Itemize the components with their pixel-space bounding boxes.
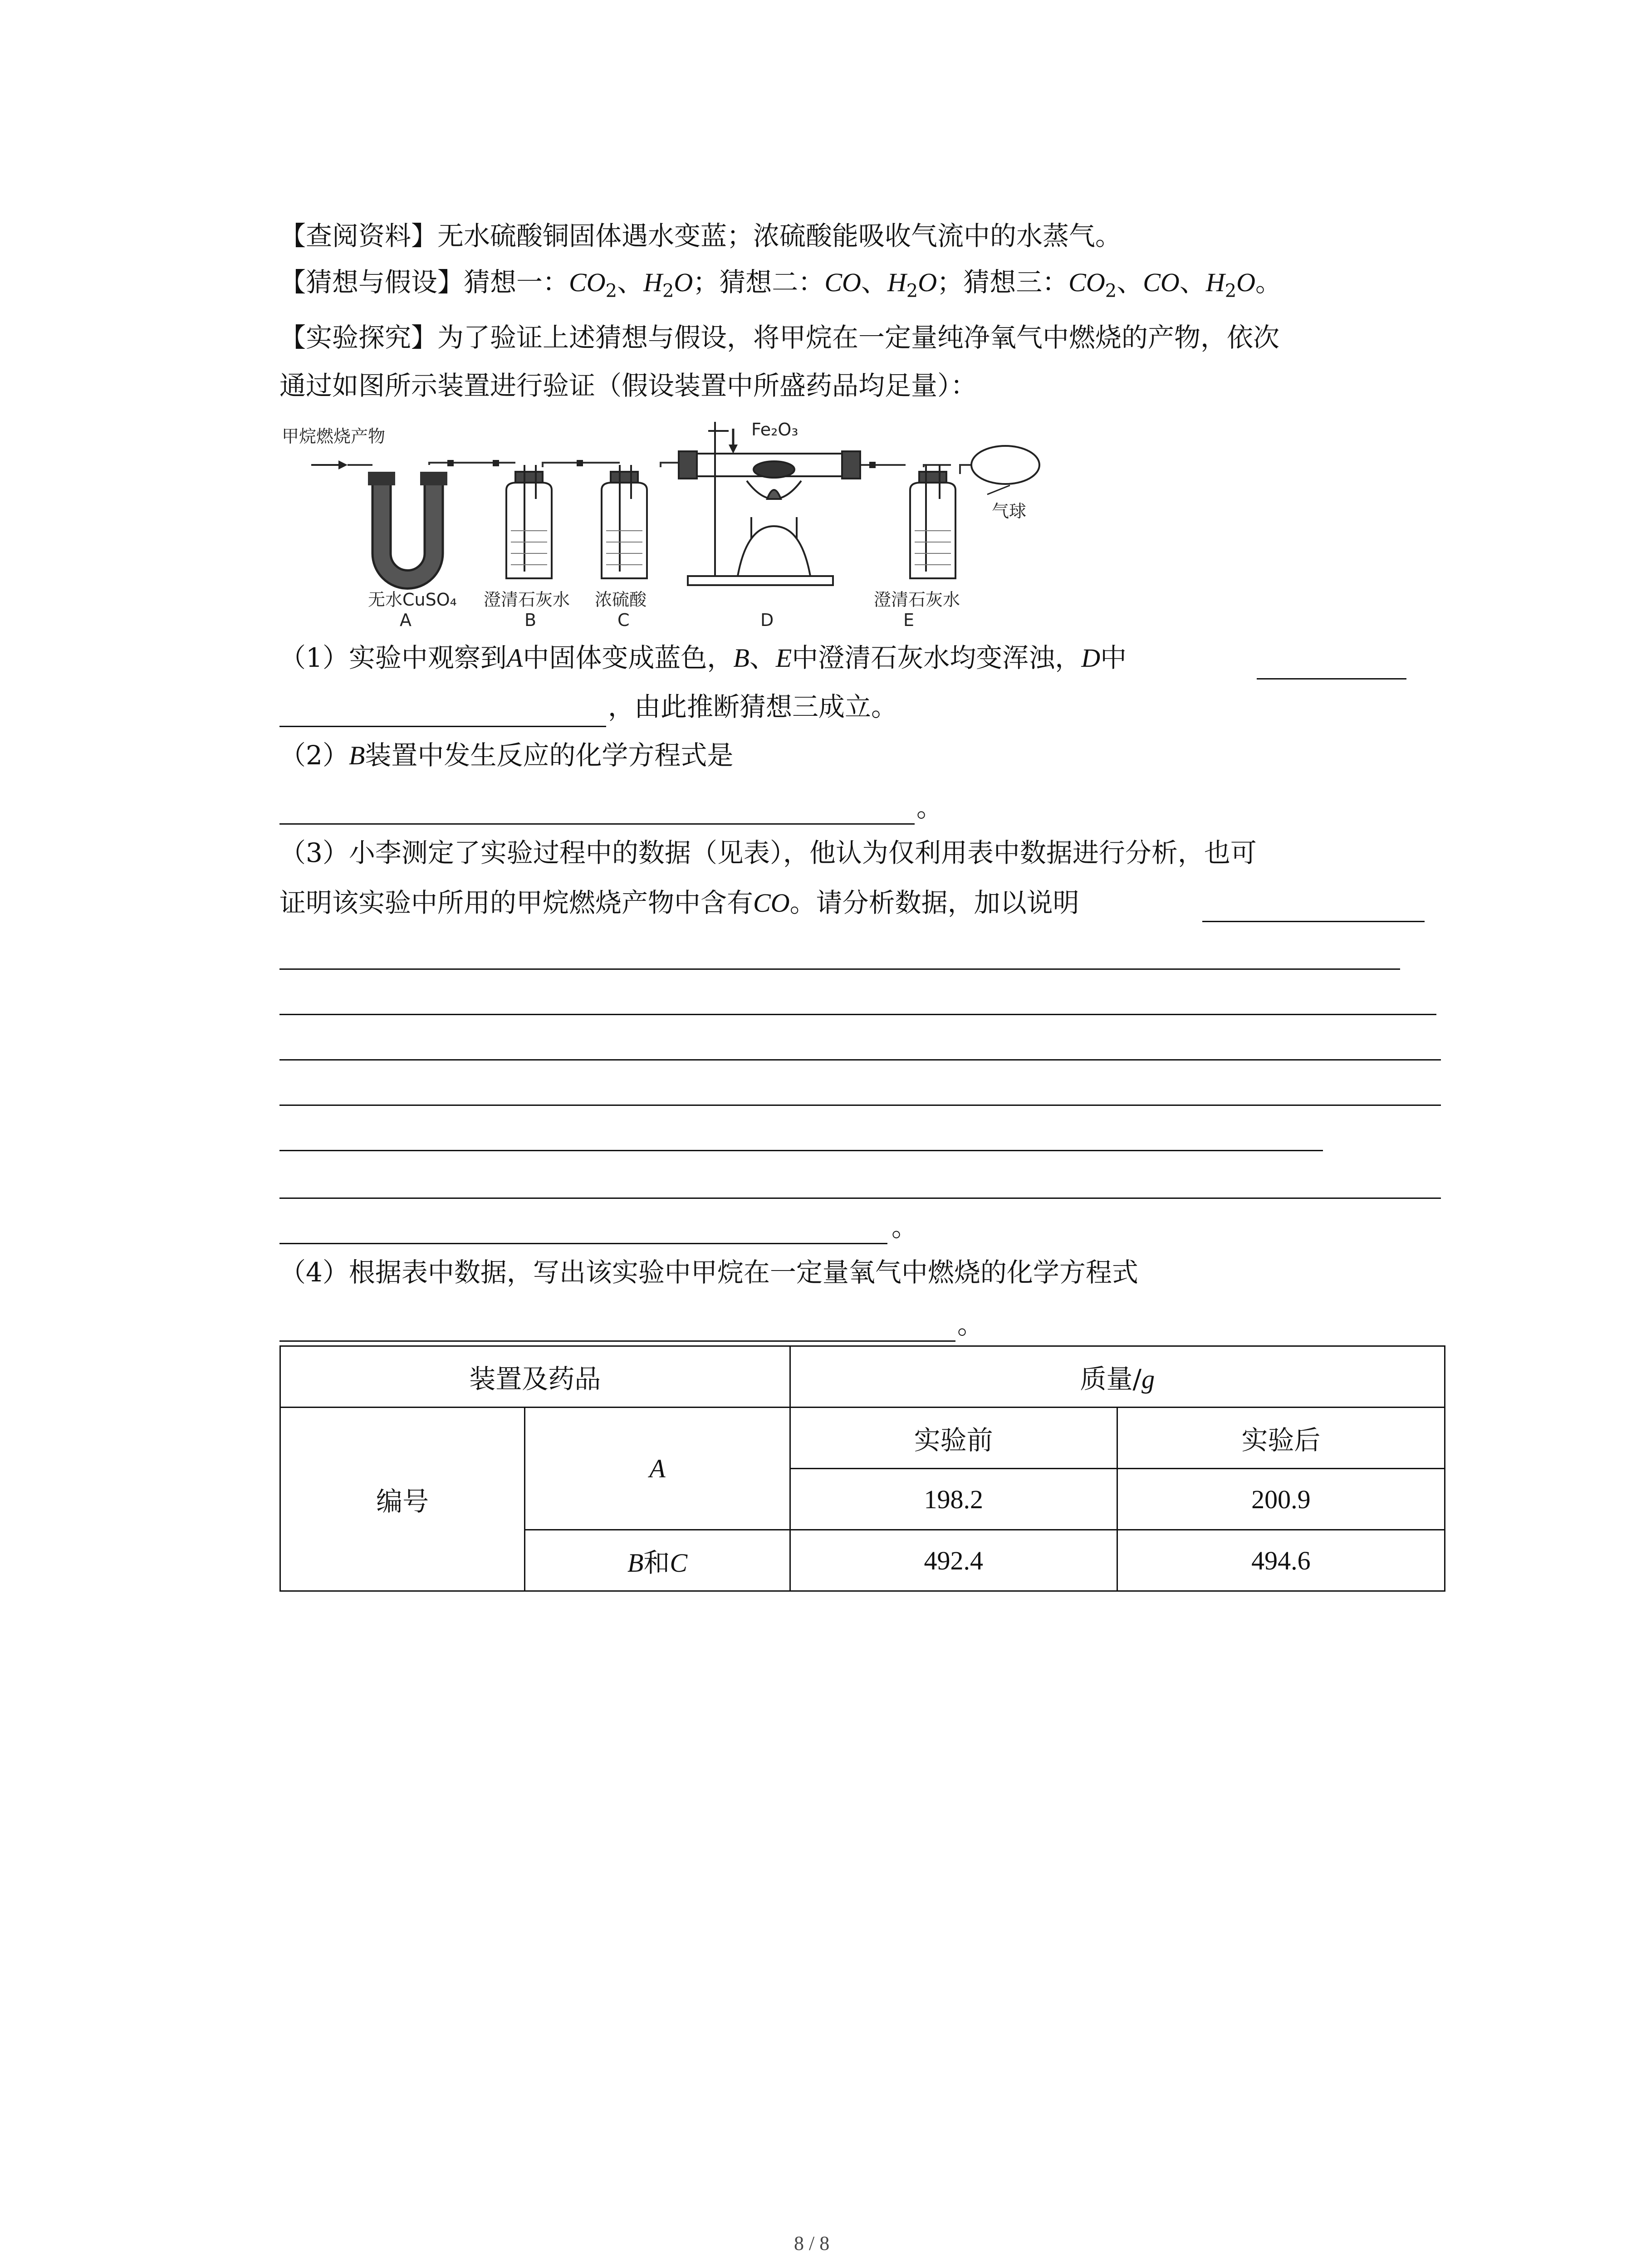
q1-text: 中澄清石灰水均变浑浊， xyxy=(792,642,1082,673)
separator: 、 xyxy=(1117,267,1143,298)
letter-c: C xyxy=(617,610,630,630)
period: 。 xyxy=(1255,267,1282,298)
q1-text: 中固体变成蓝色， xyxy=(523,642,734,673)
row2-before: 492.4 xyxy=(790,1530,1117,1591)
hypothesis-three-label: ；猜想三： xyxy=(937,267,1069,298)
hypothesis-heading: 【猜想与假设】猜想一： xyxy=(279,267,569,298)
q1-separator: 、 xyxy=(749,642,776,673)
formula-o: O xyxy=(674,268,693,297)
q3-answer-blank-8[interactable] xyxy=(279,1243,887,1244)
bottle-b xyxy=(506,465,552,578)
bottle-e xyxy=(910,465,955,578)
input-label: 甲烷燃烧产物 xyxy=(282,426,386,446)
letter-d: D xyxy=(760,610,774,630)
q3-answer-blank-3[interactable] xyxy=(279,1014,1436,1015)
q3-end: 。 xyxy=(892,1212,918,1242)
separator: 、 xyxy=(861,267,887,298)
experiment-line-2 xyxy=(279,367,977,404)
experiment-text-2: 通过如图所示装置进行验证（假设装置中所盛药品均足量）： xyxy=(279,370,977,401)
question-3-line-1 xyxy=(279,835,1257,871)
separator: 、 xyxy=(1179,267,1206,298)
letter-e: E xyxy=(903,610,915,630)
q2-text: 装置中发生反应的化学方程式是 xyxy=(365,740,734,771)
q3-answer-blank-4[interactable] xyxy=(279,1059,1441,1061)
bottle-c xyxy=(602,465,647,578)
table-row xyxy=(280,1408,1445,1469)
data-table xyxy=(279,1345,1445,1592)
q1-var-e: E xyxy=(775,643,792,673)
formula-o: O xyxy=(1236,268,1256,297)
q2-var-b: B xyxy=(348,741,365,770)
reference-info-line xyxy=(279,218,1122,254)
formula-o: O xyxy=(918,268,937,297)
question-1-line-2 xyxy=(608,689,897,725)
q3-answer-blank-5[interactable] xyxy=(279,1105,1441,1106)
q3-formula-co: CO xyxy=(753,888,790,918)
table-row xyxy=(280,1346,1445,1408)
balloon-icon xyxy=(971,446,1039,494)
q3-answer-blank-6[interactable] xyxy=(279,1150,1323,1151)
pointer-arrow-icon xyxy=(729,429,738,454)
experiment-text-1: 【实验探究】为了验证上述猜想与假设，将甲烷在一定量纯净氧气中燃烧的产物，依次 xyxy=(279,322,1280,353)
col-after: 实验后 xyxy=(1117,1408,1445,1469)
apparatus-diagram xyxy=(279,422,1078,635)
label-b: 澄清石灰水 xyxy=(484,590,570,610)
subscript-2: 2 xyxy=(906,280,918,302)
q1-answer-blank-1[interactable] xyxy=(1257,678,1406,679)
q3-answer-blank-7[interactable] xyxy=(279,1198,1441,1199)
q1-answer-blank-2[interactable] xyxy=(279,726,606,727)
q4-answer-blank[interactable] xyxy=(279,1340,955,1342)
q1-var-b: B xyxy=(733,643,749,673)
subscript-2: 2 xyxy=(1105,280,1117,302)
question-4-line xyxy=(279,1254,1138,1290)
q4-text: （4）根据表中数据，写出该实验中甲烷在一定量氧气中燃烧的化学方程式 xyxy=(279,1257,1138,1288)
hypothesis-two-label: ；猜想二： xyxy=(693,267,825,298)
formula-co: CO xyxy=(824,268,861,297)
q1-var-a: A xyxy=(506,643,523,673)
experiment-line-1 xyxy=(279,319,1279,356)
formula-h: H xyxy=(1205,268,1225,297)
question-3-line-2 xyxy=(279,885,1079,921)
question-2-line xyxy=(279,737,733,774)
subscript-2: 2 xyxy=(662,280,674,302)
q1-var-d: D xyxy=(1081,643,1101,673)
formula-co: CO xyxy=(569,268,606,297)
subscript-2: 2 xyxy=(1225,280,1237,302)
letter-a: A xyxy=(400,610,411,630)
formula-co: CO xyxy=(1143,268,1180,297)
q4-end: 。 xyxy=(957,1309,984,1340)
q2-number: （2） xyxy=(279,740,349,771)
label-c: 浓硫酸 xyxy=(595,590,647,610)
q3-text-3: 。请分析数据，加以说明 xyxy=(789,887,1079,918)
q3-answer-blank-2[interactable] xyxy=(279,968,1400,970)
row1-after: 200.9 xyxy=(1117,1469,1445,1530)
balloon-label: 气球 xyxy=(992,501,1027,521)
separator: 、 xyxy=(617,267,644,298)
formula-h: H xyxy=(887,268,906,297)
label-e: 澄清石灰水 xyxy=(874,590,960,610)
formula-h: H xyxy=(643,268,662,297)
header-mass-unit: g xyxy=(1141,1364,1155,1394)
row2-name xyxy=(525,1530,790,1591)
header-mass-label: 质量/ xyxy=(1080,1364,1142,1394)
label-a: 无水CuSO₄ xyxy=(368,590,457,610)
u-tube-a xyxy=(368,472,447,588)
hypothesis-line xyxy=(279,264,1282,309)
fe2o3-label: Fe₂O₃ xyxy=(751,422,798,440)
q2-end: 。 xyxy=(916,792,943,823)
q1-conclusion: ，由此推断猜想三成立。 xyxy=(608,691,898,722)
row2-var-c: C xyxy=(670,1548,688,1578)
page-number: 8 / 8 xyxy=(794,2232,830,2254)
q3-text-2: 证明该实验中所用的甲烷燃烧产物中含有 xyxy=(279,887,754,918)
reference-info-text: 【查阅资料】无水硫酸铜固体遇水变蓝；浓硫酸能吸收气流中的水蒸气。 xyxy=(279,220,1122,251)
q1-text: （1）实验中观察到 xyxy=(279,642,507,673)
q2-answer-blank[interactable] xyxy=(279,823,915,825)
row1-before: 198.2 xyxy=(790,1469,1117,1530)
subscript-2: 2 xyxy=(605,280,617,302)
q3-answer-blank-1[interactable] xyxy=(1202,921,1425,922)
letter-b: B xyxy=(524,610,537,630)
row-label-number: 编号 xyxy=(280,1408,525,1591)
row2-after: 494.6 xyxy=(1117,1530,1445,1591)
header-device: 装置及药品 xyxy=(280,1346,790,1408)
formula-co: CO xyxy=(1068,268,1105,297)
q3-text-1: （3）小李测定了实验过程中的数据（见表），他认为仅利用表中数据进行分析，也可 xyxy=(279,837,1257,868)
q1-text: 中 xyxy=(1100,642,1127,673)
header-mass xyxy=(790,1346,1445,1408)
row2-and: 和 xyxy=(643,1547,670,1578)
flow-arrow-icon xyxy=(311,460,348,469)
row2-var-b: B xyxy=(627,1548,644,1578)
combustion-tube-d xyxy=(679,422,860,585)
col-before: 实验前 xyxy=(790,1408,1117,1469)
row1-name: A xyxy=(525,1408,790,1530)
question-1-line-1 xyxy=(279,640,1127,676)
